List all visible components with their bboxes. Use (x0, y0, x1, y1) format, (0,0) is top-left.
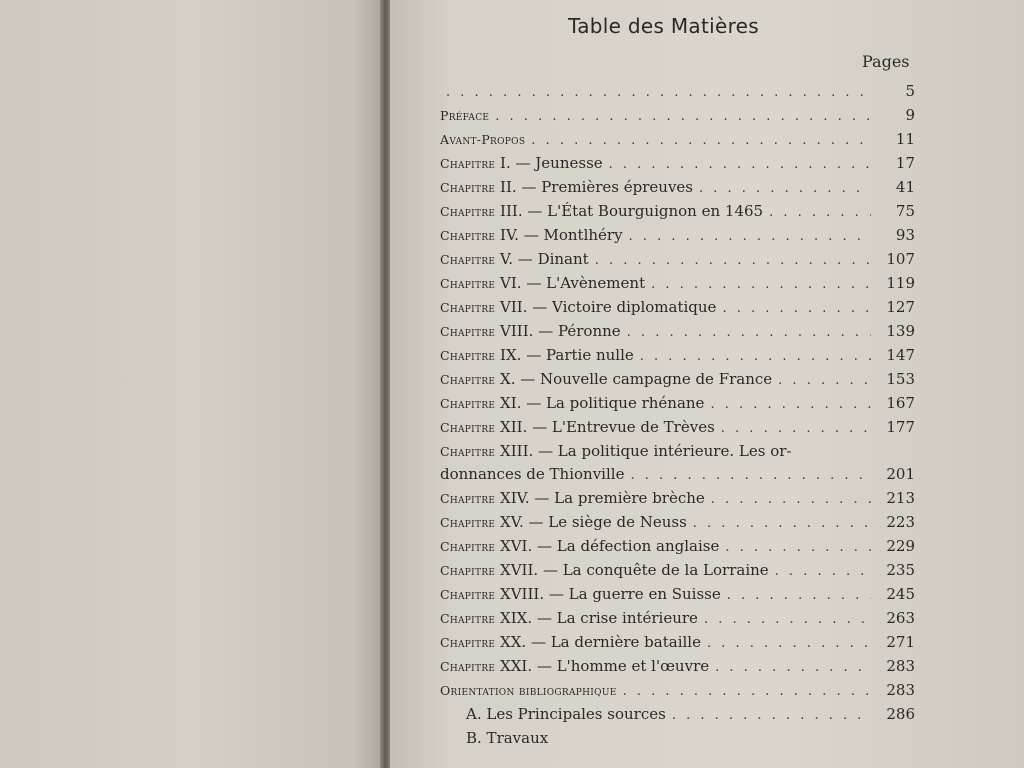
toc-entry-label (440, 416, 715, 439)
toc-entry-keyword: Chapitre (440, 204, 496, 219)
toc-entry-page-number: 93 (895, 226, 915, 244)
dot-leader (651, 274, 871, 296)
toc-entry (440, 320, 915, 344)
dot-leader (693, 513, 871, 535)
toc-entry-page-number: 229 (886, 537, 915, 555)
dot-leader (710, 394, 871, 416)
toc-entry-keyword: Chapitre (440, 420, 496, 435)
toc-entry-page-number: 127 (886, 298, 915, 316)
dot-leader (704, 609, 871, 631)
toc-entry (440, 368, 915, 392)
dot-leader (711, 489, 871, 511)
toc-entry-page-number: 283 (886, 657, 915, 675)
toc-entry (440, 416, 915, 440)
toc-entry (440, 200, 915, 224)
toc-entry-keyword: Préface (440, 108, 490, 123)
toc-entry-title: II. — Premières épreuves (495, 178, 693, 196)
toc-entry-keyword: Chapitre (440, 324, 496, 339)
toc-entry (440, 463, 915, 487)
toc-entry-label (440, 320, 621, 343)
toc-entry-keyword: Chapitre (440, 444, 496, 459)
toc-entry (440, 128, 915, 152)
toc-entry (440, 655, 915, 679)
toc-entry (440, 679, 915, 703)
page-title: Table des Matières (568, 14, 759, 38)
dot-leader (715, 657, 871, 679)
toc-entry-label (440, 392, 704, 415)
toc-entry (440, 344, 915, 368)
toc-entry-label (440, 368, 772, 391)
dot-leader (707, 633, 871, 655)
toc-entry (440, 152, 915, 176)
toc-entry-label (440, 583, 721, 606)
toc-entry-title: donnances de Thionville (440, 465, 625, 483)
toc-entry-page-number: 213 (886, 489, 915, 507)
toc-entry-title: XII. — L'Entrevue de Trèves (495, 418, 715, 436)
toc-entry-page-number: 41 (895, 178, 915, 196)
toc-entry-keyword: Chapitre (440, 491, 496, 506)
toc-entry-label (440, 224, 623, 247)
toc-entry-title: X. — Nouvelle campagne de France (495, 370, 773, 388)
toc-entry-keyword: Chapitre (440, 300, 496, 315)
toc-entry-label (440, 631, 701, 654)
toc-entry-label (440, 727, 548, 750)
toc-entry-keyword: Chapitre (440, 539, 496, 554)
toc-entry (440, 248, 915, 272)
toc-entry-label (440, 559, 769, 582)
toc-entry-label (440, 272, 645, 295)
dot-leader (672, 705, 871, 727)
toc-entry-title: XX. — La dernière bataille (495, 633, 701, 651)
toc-entry-title: XIX. — La crise intérieure (495, 609, 698, 627)
toc-entry-title: XIV. — La première brèche (495, 489, 705, 507)
toc-entry-keyword: Chapitre (440, 372, 496, 387)
toc-entry-keyword: Chapitre (440, 515, 496, 530)
toc-entry-title: XIII. — La politique intérieure. Les or- (495, 442, 792, 460)
toc-entry-label (440, 487, 705, 510)
toc-entry-page-number: 283 (886, 681, 915, 699)
dot-leader (446, 82, 871, 104)
dot-leader (769, 202, 871, 224)
toc-entry-page-number: 11 (895, 130, 915, 148)
toc-entry-page-number: 119 (886, 274, 915, 292)
toc-entry-keyword: Chapitre (440, 348, 496, 363)
toc-entry-label (440, 296, 716, 319)
toc-entry-title: VIII. — Péronne (495, 322, 621, 340)
toc-entry (440, 607, 915, 631)
table-of-contents (440, 80, 915, 750)
toc-entry-label (440, 679, 617, 702)
toc-entry-page-number: 177 (886, 418, 915, 436)
toc-entry (440, 224, 915, 248)
toc-entry-page-number: 139 (886, 322, 915, 340)
toc-entry-page-number: 245 (886, 585, 915, 603)
toc-entry-label (440, 655, 709, 678)
toc-entry-page-number: 167 (886, 394, 915, 412)
toc-entry-keyword: Chapitre (440, 587, 496, 602)
toc-entry (440, 176, 915, 200)
toc-entry-label (440, 104, 489, 127)
toc-entry-title: I. — Jeunesse (495, 154, 603, 172)
toc-entry-keyword: Chapitre (440, 611, 496, 626)
toc-entry-page-number: 153 (886, 370, 915, 388)
toc-entry-page-number: 5 (905, 82, 915, 100)
toc-entry-title: V. — Dinant (495, 250, 589, 268)
toc-entry-title: VII. — Victoire diplomatique (495, 298, 717, 316)
toc-entry-title: VI. — L'Avènement (495, 274, 646, 292)
dot-leader (495, 106, 871, 128)
toc-entry (440, 511, 915, 535)
toc-entry-label (440, 440, 791, 463)
toc-entry-label (440, 511, 687, 534)
toc-entry-keyword: Chapitre (440, 635, 496, 650)
toc-entry-keyword: Chapitre (440, 396, 496, 411)
dot-leader (775, 561, 871, 583)
dot-leader (699, 178, 871, 200)
toc-entry-title: XXI. — L'homme et l'œuvre (495, 657, 710, 675)
toc-entry-page-number: 75 (895, 202, 915, 220)
toc-entry-label (440, 463, 624, 486)
dot-leader (595, 250, 871, 272)
toc-entry-title: XVII. — La conquête de la Lorraine (495, 561, 769, 579)
toc-entry-title: XV. — Le siège de Neuss (495, 513, 687, 531)
toc-entry (440, 272, 915, 296)
toc-entry-label (440, 248, 589, 271)
toc-entry-keyword: Chapitre (440, 228, 496, 243)
toc-entry (440, 703, 915, 727)
toc-entry (440, 392, 915, 416)
toc-entry-label (440, 200, 763, 223)
toc-entry-keyword: Chapitre (440, 563, 496, 578)
toc-entry-page-number: 235 (886, 561, 915, 579)
toc-entry-page-number: 286 (886, 705, 915, 723)
toc-entry (440, 727, 915, 750)
toc-entry-page-number: 271 (886, 633, 915, 651)
toc-entry-keyword: Chapitre (440, 156, 496, 171)
toc-entry-label (440, 344, 634, 367)
toc-entry-label (440, 703, 666, 726)
pages-column-header: Pages (862, 52, 910, 71)
toc-entry-title: XVIII. — La guerre en Suisse (495, 585, 721, 603)
dot-leader (531, 130, 871, 152)
dot-leader (640, 346, 871, 368)
toc-entry-title: III. — L'État Bourguignon en 1465 (495, 202, 764, 220)
toc-entry-label (440, 535, 719, 558)
toc-entry-page-number: 201 (886, 465, 915, 483)
dot-leader (629, 226, 871, 248)
dot-leader (721, 418, 871, 440)
dot-leader (727, 585, 871, 607)
toc-entry (440, 104, 915, 128)
toc-entry-label (440, 607, 698, 630)
toc-entry-page-number: 147 (886, 346, 915, 364)
toc-entry-title: IX. — Partie nulle (495, 346, 634, 364)
dot-leader (623, 681, 871, 703)
left-page (0, 0, 384, 768)
toc-entry-title: XVI. — La défection anglaise (495, 537, 720, 555)
toc-entry-keyword: Chapitre (440, 180, 496, 195)
toc-entry-title: A. Les Principales sources (466, 705, 666, 723)
toc-entry-label (440, 176, 693, 199)
toc-entry (440, 440, 915, 463)
dot-leader (630, 465, 871, 487)
toc-entry (440, 559, 915, 583)
toc-entry-label (440, 128, 525, 151)
dot-leader (722, 298, 871, 320)
toc-entry-keyword: Chapitre (440, 659, 496, 674)
toc-entry-page-number: 107 (886, 250, 915, 268)
toc-entry-page-number: 223 (886, 513, 915, 531)
toc-entry (440, 535, 915, 559)
toc-entry-label (440, 152, 603, 175)
toc-entry-page-number: 17 (895, 154, 915, 172)
toc-entry (440, 487, 915, 511)
toc-entry-keyword: Avant-Propos (440, 132, 526, 147)
toc-entry (440, 80, 915, 104)
toc-entry-keyword: Orientation bibliographique (440, 683, 617, 698)
toc-entry-title: XI. — La politique rhénane (495, 394, 705, 412)
toc-entry-title: IV. — Montlhéry (495, 226, 623, 244)
dot-leader (609, 154, 871, 176)
toc-entry-keyword: Chapitre (440, 276, 496, 291)
toc-entry-title: B. Travaux (466, 729, 549, 747)
toc-entry (440, 296, 915, 320)
dot-leader (627, 322, 871, 344)
toc-entry (440, 583, 915, 607)
toc-entry-page-number: 263 (886, 609, 915, 627)
dot-leader (778, 370, 871, 392)
toc-entry-keyword: Chapitre (440, 252, 496, 267)
toc-entry (440, 631, 915, 655)
dot-leader (725, 537, 871, 559)
toc-entry-page-number: 9 (905, 106, 915, 124)
